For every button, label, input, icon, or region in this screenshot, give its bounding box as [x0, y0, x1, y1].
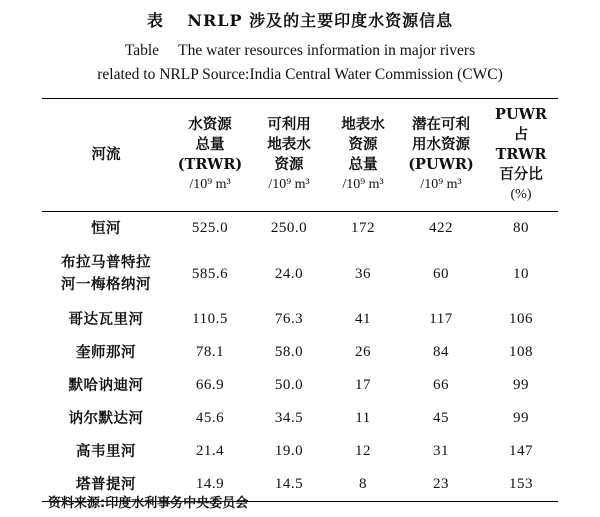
- percent-cell: 106: [509, 311, 533, 327]
- puwr-cell: 45: [433, 410, 449, 426]
- table-row: [42, 336, 558, 369]
- percent-cell: 80: [513, 220, 529, 236]
- trwr-cell: 78.1: [195, 344, 225, 360]
- river-name: 塔普提河: [76, 476, 136, 493]
- header-percent: PUWR 占 TRWR 百分比 (%): [484, 99, 558, 212]
- trwr-cell: 14.9: [195, 476, 225, 492]
- river-name: 布拉马普特拉 河一梅格纳河: [61, 255, 151, 293]
- puwr-cell: 60: [433, 265, 449, 282]
- percent-cell: 10: [513, 265, 529, 282]
- puwr-cell: 66: [433, 377, 449, 393]
- surface-total-cell: 36: [355, 265, 371, 282]
- table-row: [42, 369, 558, 402]
- trwr-cell: 66.9: [195, 377, 225, 393]
- river-name: 讷尔默达河: [68, 410, 144, 427]
- header-surface-total: 地表水 资源 总量 /10⁹ m³: [328, 99, 398, 212]
- header-river: 河流: [42, 99, 170, 212]
- table-row: [42, 402, 558, 435]
- table-title-en-line2: related to NRLP Source:India Central Water Commission (CWC): [97, 66, 503, 83]
- header-puwr: 潜在可利 用水资源 (PUWR) /10⁹ m³: [398, 99, 484, 212]
- usable-surface-cell: 58.0: [274, 344, 304, 360]
- puwr-cell: 84: [433, 344, 449, 360]
- trwr-cell: 21.4: [195, 443, 225, 459]
- usable-surface-cell: 76.3: [274, 311, 304, 327]
- usable-surface-cell: 19.0: [274, 443, 304, 459]
- surface-total-cell: 26: [355, 344, 371, 360]
- surface-total-cell: 11: [355, 410, 371, 426]
- river-name: 默哈讷迪河: [68, 377, 144, 394]
- header-usable-surface: 可利用 地表水 资源 /10⁹ m³: [250, 99, 328, 212]
- usable-surface-cell: 250.0: [270, 220, 308, 236]
- percent-cell: 153: [509, 476, 533, 492]
- river-name: 奎师那河: [76, 344, 136, 361]
- trwr-cell: 525.0: [191, 220, 229, 236]
- table-title-en-line1: Table The water resources information in major rivers: [124, 42, 476, 59]
- surface-total-cell: 172: [351, 220, 375, 236]
- surface-total-cell: 41: [355, 311, 371, 327]
- puwr-cell: 31: [433, 443, 449, 459]
- table-row: [42, 303, 558, 336]
- puwr-cell: 422: [429, 220, 453, 236]
- percent-cell: 99: [513, 377, 529, 393]
- surface-total-cell: 17: [355, 377, 371, 393]
- river-name: 高韦里河: [76, 443, 136, 460]
- usable-surface-cell: 50.0: [274, 377, 304, 393]
- table-row: [42, 435, 558, 468]
- table-row: [42, 245, 558, 303]
- river-name: 哥达瓦里河: [68, 311, 144, 328]
- puwr-cell: 23: [433, 476, 449, 492]
- river-name: 恒河: [91, 220, 121, 237]
- usable-surface-cell: 34.5: [274, 410, 304, 426]
- surface-total-cell: 12: [355, 443, 371, 459]
- puwr-cell: 117: [429, 311, 453, 327]
- header-trwr: 水资源 总量 (TRWR) /10⁹ m³: [170, 99, 250, 212]
- usable-surface-cell: 24.0: [274, 265, 304, 282]
- percent-cell: 108: [509, 344, 533, 360]
- trwr-cell: 45.6: [195, 410, 225, 426]
- trwr-cell: 585.6: [191, 265, 229, 282]
- table-title-cn: 表 NRLP 涉及的主要印度水资源信息: [146, 11, 454, 30]
- water-resources-table: [42, 98, 558, 502]
- source-note: 资料来源:印度水利事务中央委员会: [48, 496, 249, 511]
- percent-cell: 147: [509, 443, 533, 459]
- table-row: [42, 212, 558, 246]
- usable-surface-cell: 14.5: [274, 476, 304, 492]
- percent-cell: 99: [513, 410, 529, 426]
- header-row: [42, 99, 558, 212]
- surface-total-cell: 8: [359, 476, 367, 492]
- trwr-cell: 110.5: [192, 311, 228, 327]
